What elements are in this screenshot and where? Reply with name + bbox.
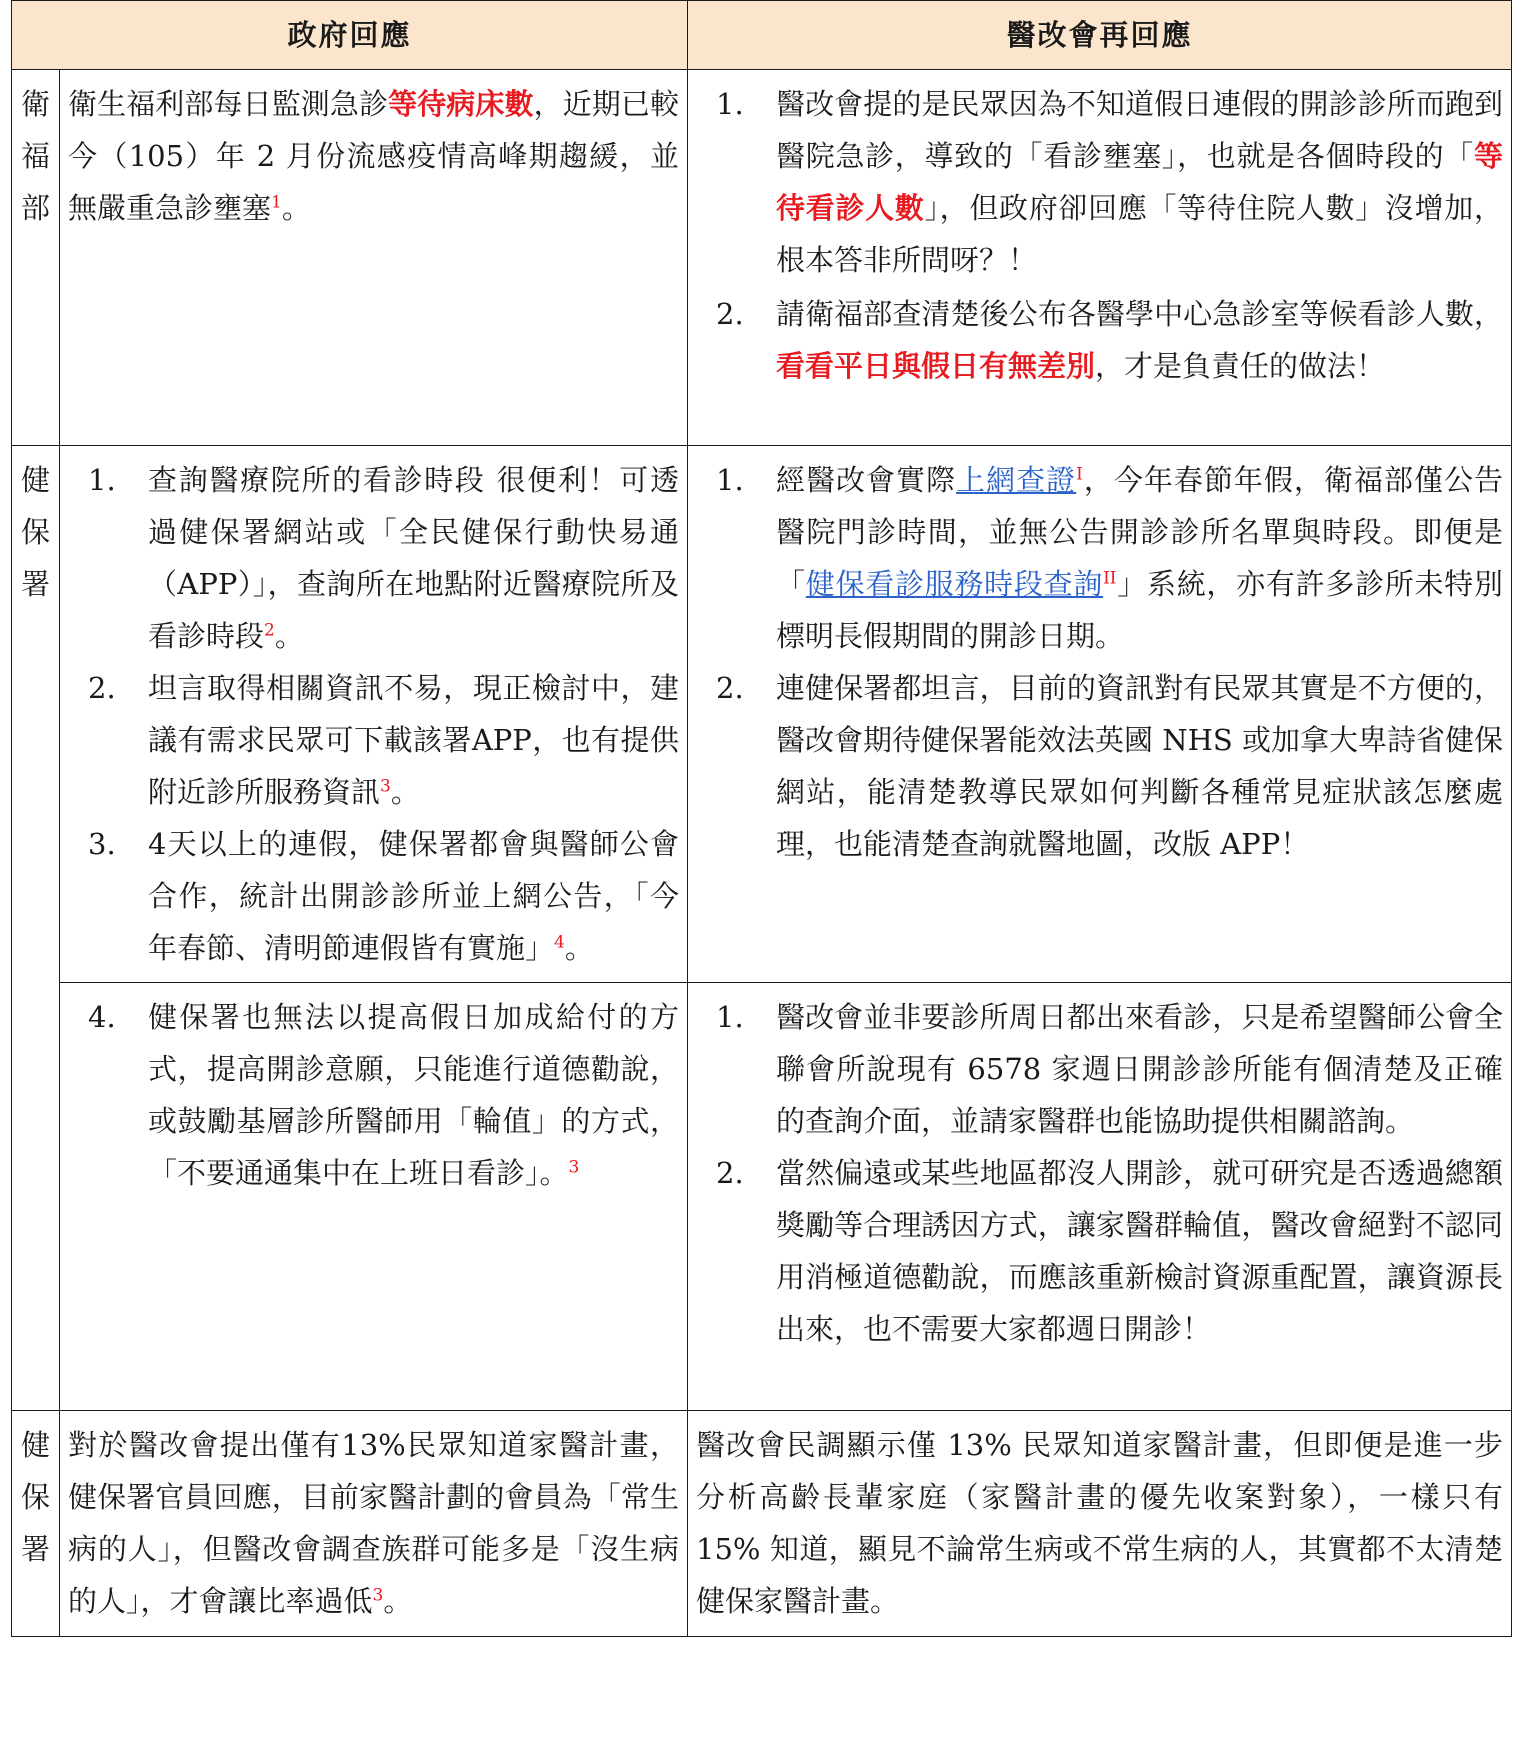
- gov-response-cell: 對於醫改會提出僅有13%民眾知道家醫計畫，健保署官員回應，目前家醫計劃的會員為「常生病的人」，但醫改會調查族群可能多是「沒生病的人」，才會讓比率過低$^3$。: [60, 1411, 688, 1637]
- gov-response-cell: [60, 446, 688, 983]
- highlight-text: 看看平日與假日有無差別: [776, 349, 1096, 383]
- highlight-text: 等待看診人數: [776, 139, 1504, 225]
- list-item: 1. 經醫改會實際上網查證$^I$，今年春節年假，衛福部僅公告醫院門診時間，並無公告開診診所名單與時段。即便是「健保看診服務時段查詢$^{II}$」系統，亦有許多診所未特別標明長假期間的開診日期。: [716, 463, 1504, 653]
- list-item: 2. 當然偏遠或某些地區都沒人開診，就可研究是否透過總額獎勵等合理誘因方式，讓家醫群輪值，醫改會絕對不認同用消極道德勸說，而應該重新檢討資源重配置，讓資源長出來，也不需要大家都週日開診！: [716, 1156, 1504, 1346]
- highlight-text: 等待病床數: [388, 87, 534, 121]
- reform-response-cell: 醫改會民調顯示僅 13% 民眾知道家醫計畫，但即便是進一步分析高齡長輩家庭（家醫計畫的優先收案對象），一樣只有 15% 知道，顯見不論常生病或不常生病的人，其實都不太清楚健保家醫計畫。: [688, 1411, 1512, 1637]
- footnote-ref[interactable]: 3: [372, 1585, 384, 1606]
- agency-cell: 健 保 署: [12, 446, 60, 1411]
- clinic-hours-query-link[interactable]: 健保看診服務時段查詢: [805, 567, 1104, 601]
- header-row: [12, 1, 1512, 70]
- footnote-ref[interactable]: 3: [380, 776, 391, 797]
- roman-ref[interactable]: I: [1076, 464, 1083, 485]
- gov-response-cell: [60, 983, 688, 1411]
- roman-ref[interactable]: II: [1103, 568, 1117, 589]
- table-row: [12, 446, 1512, 983]
- comparison-table: [11, 0, 1512, 1637]
- table-row: [12, 983, 1512, 1411]
- reform-response-cell: [688, 70, 1512, 446]
- table-row: [12, 1411, 1512, 1637]
- reform-response-cell: [688, 983, 1512, 1411]
- footnote-ref[interactable]: 1: [271, 192, 282, 213]
- agency-cell: 衛 福 部: [12, 70, 60, 446]
- list-item: 3. 4天以上的連假，健保署都會與醫師公會合作，統計出開診診所並上網公告，「今年春節、清明節連假皆有實施」$^4$。: [88, 827, 680, 965]
- list-item: 2. 坦言取得相關資訊不易，現正檢討中，建議有需求民眾可下載該署APP，也有提供附近診所服務資訊$^3$。: [88, 671, 680, 809]
- footnote-ref[interactable]: 3: [568, 1157, 580, 1178]
- list-item: 1. 查詢醫療院所的看診時段 很便利！可透過健保署網站或「全民健保行動快易通（APP）」，查詢所在地點附近醫療院所及看診時段$^2$。: [88, 463, 680, 653]
- footnote-ref[interactable]: 4: [554, 932, 565, 953]
- footnote-ref[interactable]: 2: [264, 620, 275, 641]
- list-item: 2. 連健保署都坦言，目前的資訊對有民眾其實是不方便的，醫改會期待健保署能效法英國 NHS 或加拿大卑詩省健保網站，能清楚教導民眾如何判斷各種常見症狀該怎麼處理，也能清楚查詢就醫地圖，改版 APP！: [716, 671, 1504, 861]
- list-item: 4. 健保署也無法以提高假日加成給付的方式，提高開診意願，只能進行道德勸說，或鼓勵基層診所醫師用「輪值」的方式，「不要通通集中在上班日看診」。$^3$: [88, 1000, 680, 1190]
- header-reform: 醫改會再回應: [688, 1, 1512, 70]
- verify-online-link[interactable]: 上網查證: [956, 463, 1077, 497]
- list-item: 1. 醫改會並非要診所周日都出來看診，只是希望醫師公會全聯會所說現有 6578 家週日開診診所能有個清楚及正確的查詢介面，並請家醫群也能協助提供相關諮詢。: [716, 1000, 1504, 1138]
- document-page: [11, 0, 1511, 1758]
- list-item: 1. 醫改會提的是民眾因為不知道假日連假的開診診所而跑到醫院急診，導致的「看診壅塞」，也就是各個時段的「等待看診人數」，但政府卻回應「等待住院人數」沒增加，根本答非所問呀？！: [716, 87, 1504, 277]
- gov-response-cell: 衛生福利部每日監測急診等待病床數，近期已較今（105）年 2 月份流感疫情高峰期趨緩，並無嚴重急診壅塞$^1$。: [60, 70, 688, 446]
- header-gov: 政府回應: [12, 1, 688, 70]
- reform-response-cell: [688, 446, 1512, 983]
- agency-cell: 健 保 署: [12, 1411, 60, 1637]
- list-item: 2. 請衛福部查清楚後公布各醫學中心急診室等候看診人數，看看平日與假日有無差別，才是負責任的做法！: [716, 297, 1504, 383]
- table-row: [12, 70, 1512, 446]
